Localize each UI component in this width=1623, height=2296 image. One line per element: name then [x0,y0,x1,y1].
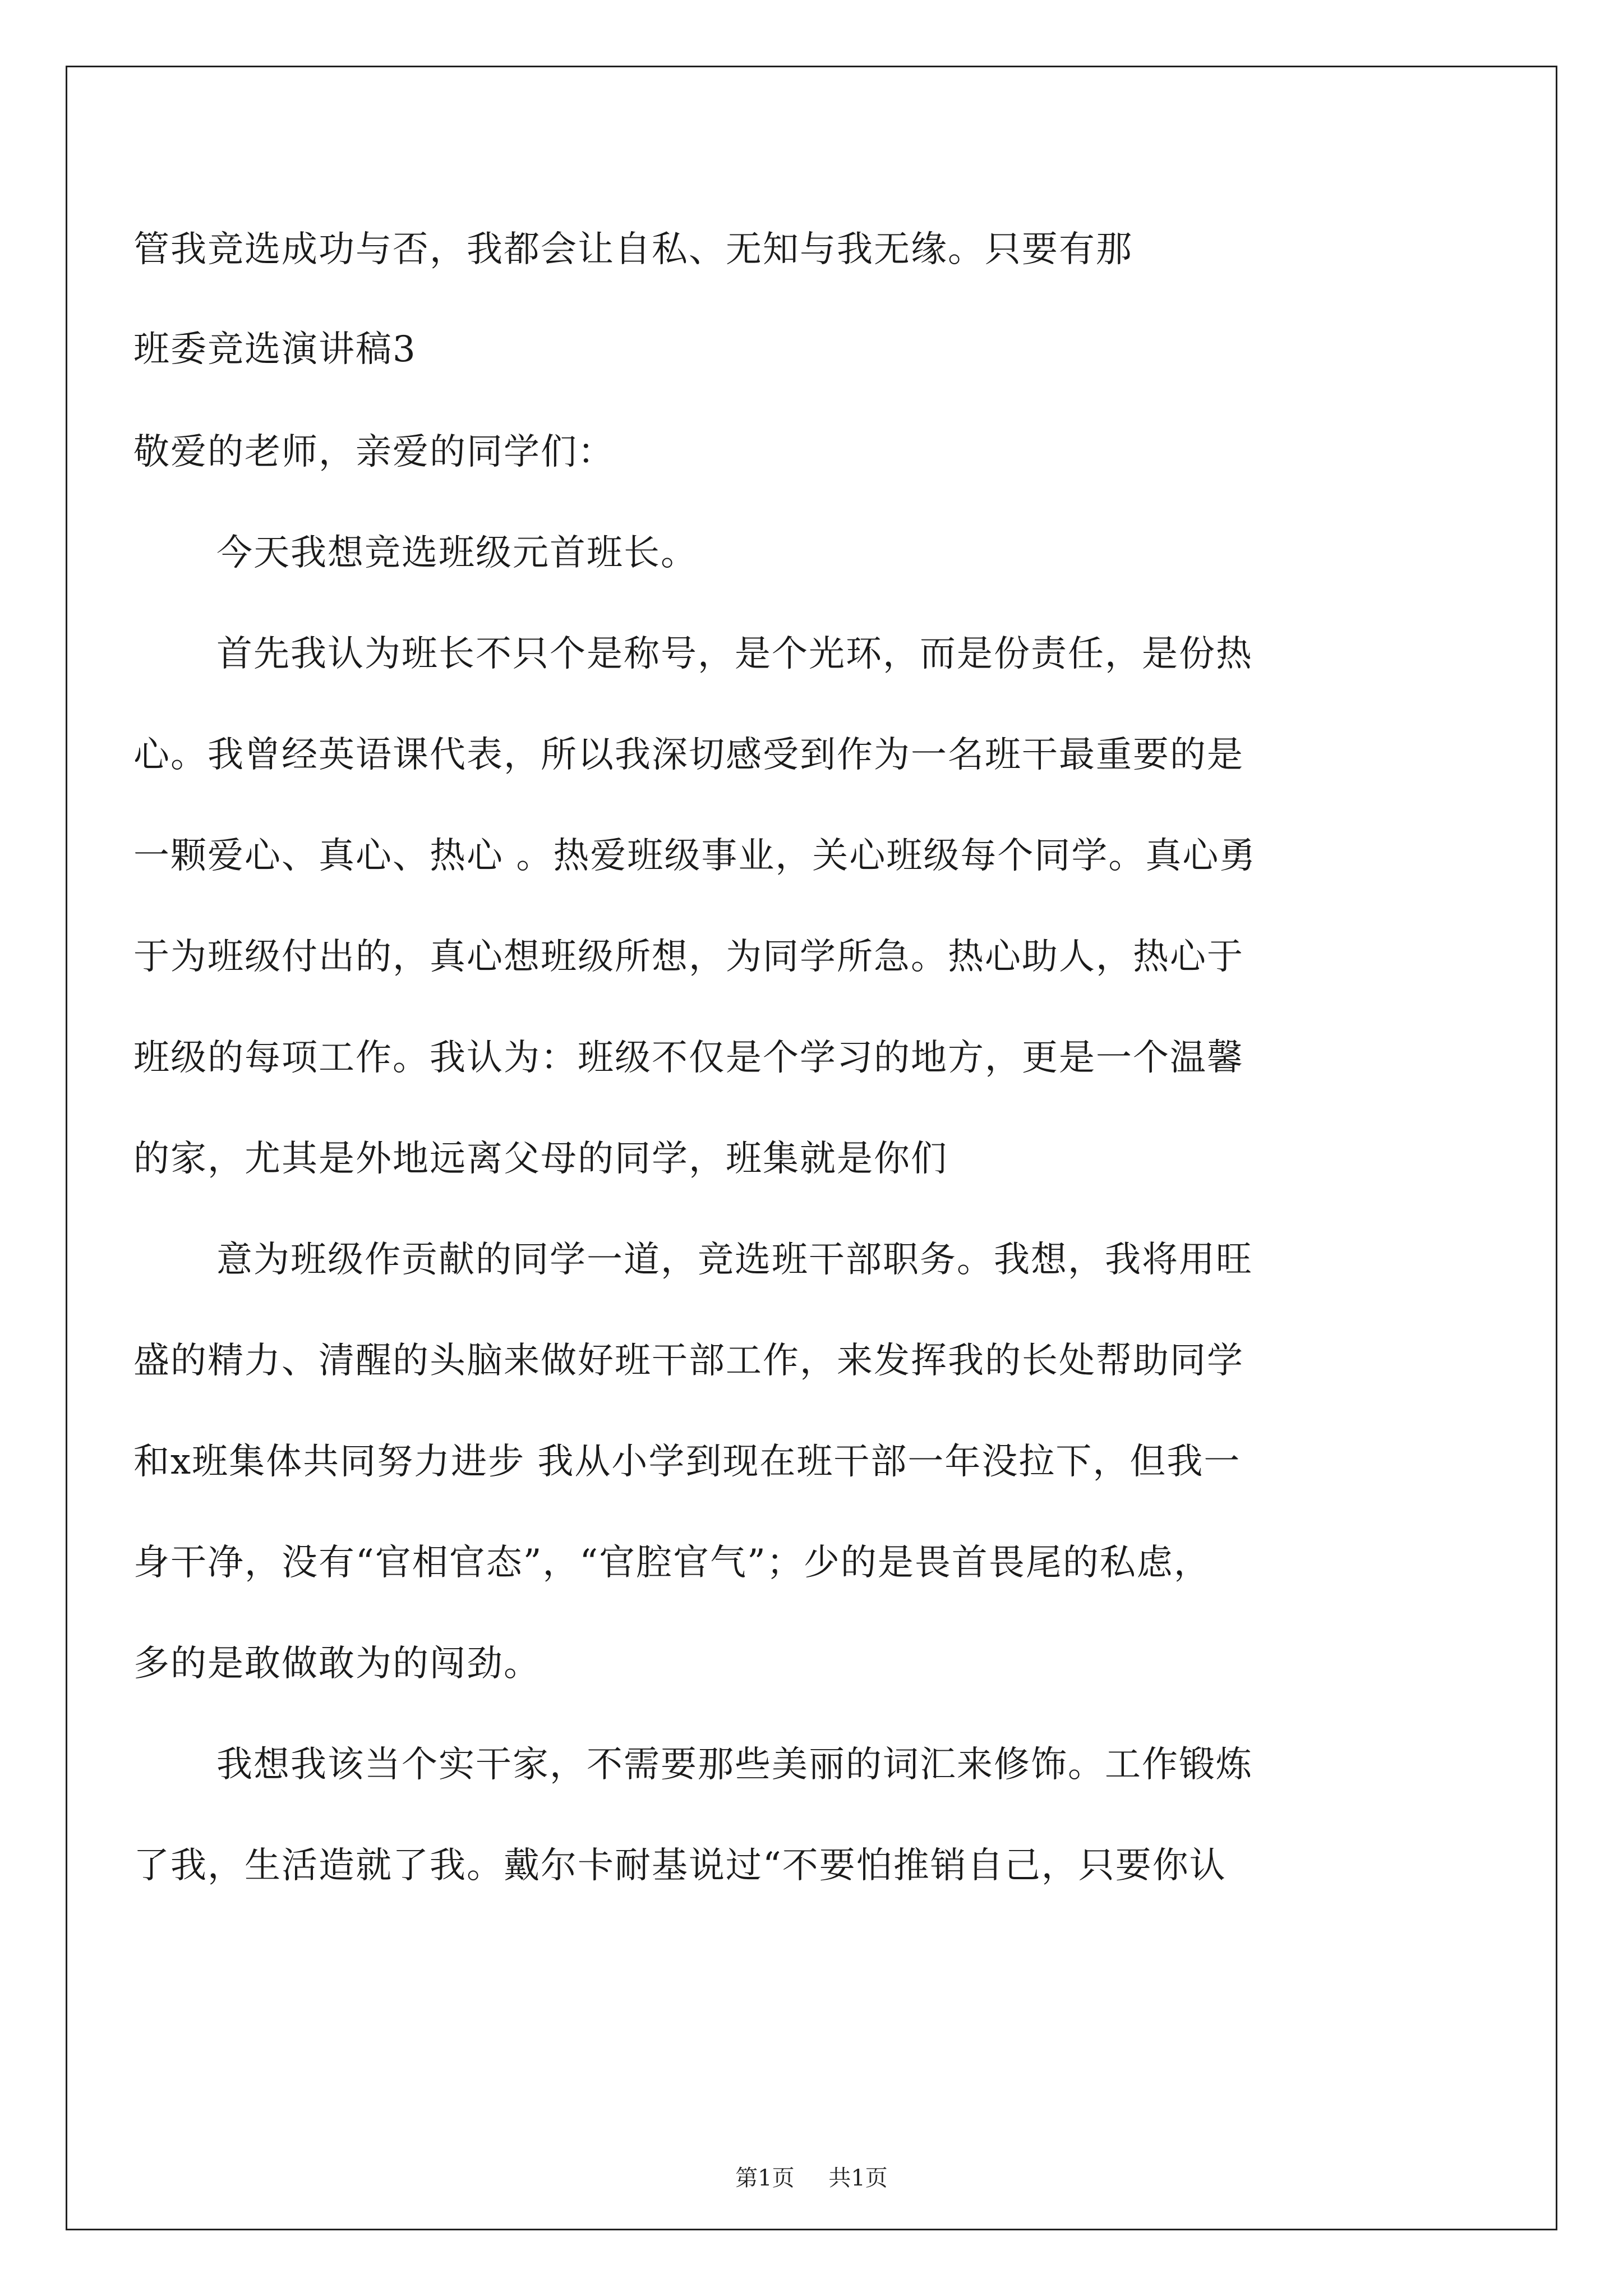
page-total: 共1页 [828,2165,888,2191]
text-line: 意为班级作贡献的同学一道，竞选班干部职务。我想，我将用旺 [216,1239,1253,1281]
text-line: 管我竞选成功与否，我都会让自私、无知与我无缘。只要有那 [133,229,1133,270]
text-line: 和x班集体共同努力进步 我从小学到现在班干部一年没拉下，但我一 [133,1441,1241,1483]
text-line: 身干净，没有“官相官态”，“官腔官气”；少的是畏首畏尾的私虑， [133,1542,1211,1584]
text-line: 首先我认为班长不只个是称号，是个光环，而是份责任，是份热 [216,633,1253,675]
text-line: 我想我该当个实干家，不需要那些美丽的词汇来修饰。工作锻炼 [216,1744,1253,1786]
text-line: 一颗爱心、真心、热心 。热爱班级事业，关心班级每个同学。真心勇 [133,835,1257,877]
page-number: 第1页 [735,2165,795,2191]
text-line: 了我，生活造就了我。戴尔卡耐基说过“不要怕推销自己，只要你认 [133,1845,1227,1887]
text-line: 今天我想竞选班级元首班长。 [216,532,698,574]
text-line: 盛的精力、清醒的头脑来做好班干部工作，来发挥我的长处帮助同学 [133,1340,1244,1382]
text-line: 心。我曾经英语课代表，所以我深切感受到作为一名班干最重要的是 [133,734,1244,776]
text-line: 多的是敢做敢为的闯劲。 [133,1643,541,1685]
section-heading: 班委竞选演讲稿3 [133,329,417,370]
page-footer [0,2164,1623,2192]
text-line: 于为班级付出的，真心想班级所想，为同学所急。热心助人，热心于 [133,936,1244,978]
text-line: 班级的每项工作。我认为：班级不仅是个学习的地方，更是一个温馨 [133,1037,1244,1079]
salutation: 敬爱的老师，亲爱的同学们： [133,431,615,473]
text-line: 的家，尤其是外地远离父母的同学，班集就是你们 [133,1138,948,1180]
